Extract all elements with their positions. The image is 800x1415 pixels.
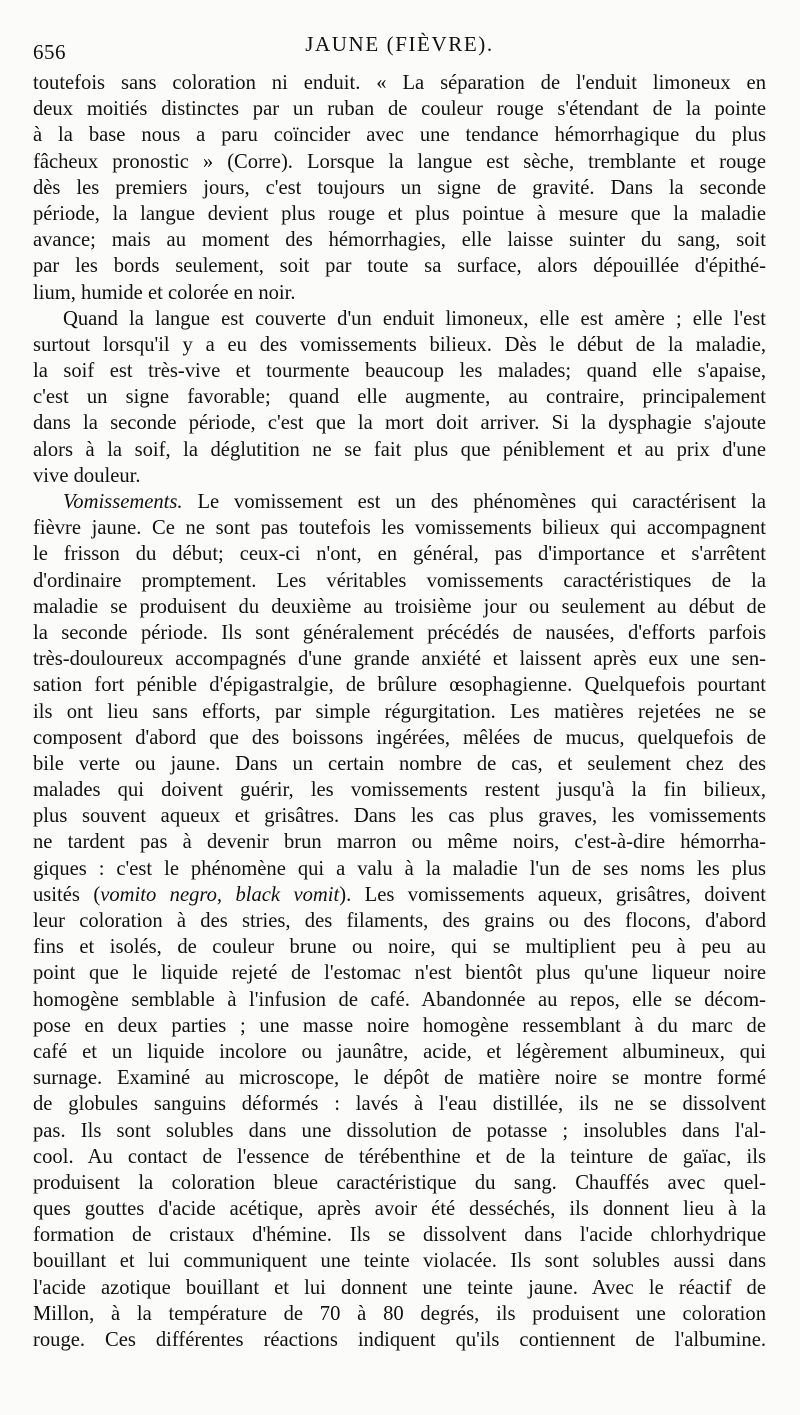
line-text: Le vomissement est un des phénomènes qui caractérisent la — [182, 491, 766, 513]
text-line: homogène semblable à l'infusion de café. Abandonnée au repos, elle se décom- — [33, 988, 766, 1011]
text-line: vive douleur. — [33, 464, 141, 487]
text-line: fâcheux pronostic » (Corre). Lorsque la langue est sèche, tremblante et rouge — [33, 150, 766, 173]
page-header — [33, 28, 766, 70]
text-line: ils ont lieu sans efforts, par simple régurgitation. Les matières rejetées ne se — [33, 700, 766, 723]
text-line: produisent la coloration bleue caractéristique du sang. Chauffés avec quel- — [33, 1171, 766, 1194]
text-line: bouillant et lui communiquent une teinte violacée. Ils sont solubles aussi dans — [33, 1250, 766, 1273]
text-line: le frisson du début; ceux-ci n'ont, en général, pas d'importance et s'arrêtent — [33, 543, 766, 566]
text-line: cool. Au contact de l'essence de térébenthine et de la teinture de gaïac, ils — [33, 1145, 766, 1168]
text-line: fièvre jaune. Ce ne sont pas toutefois les vomissements bilieux qui accompagnent — [33, 517, 766, 540]
text-line: Millon, à la température de 70 à 80 degrés, ils produisent une coloration — [33, 1302, 766, 1325]
text-line: d'ordinaire promptement. Les véritables vomissements caractéristiques de la — [33, 569, 766, 592]
text-line: alors à la soif, la déglutition ne se fait plus que péniblement et au prix d'une — [33, 438, 766, 461]
text-line: avance; mais au moment des hémorrhagies, elle laisse suinter du sang, soit — [33, 229, 766, 252]
text-line: surnage. Examiné au microscope, le dépôt de matière noire se montre formé — [33, 1067, 766, 1090]
text-line: rouge. Ces différentes réactions indiquent qu'ils contiennent de l'albumine. — [33, 1329, 766, 1351]
text-line: formation de cristaux d'hémine. Ils se dissolvent dans l'acide chlorhydrique — [33, 1224, 766, 1247]
text-line: de globules sanguins déformés : lavés à l'eau distillée, ils ne se dissolvent — [33, 1093, 766, 1116]
text-line — [33, 882, 766, 908]
text-line: dès les premiers jours, c'est toujours un signe de gravité. Dans la seconde — [33, 176, 766, 199]
text-line: sation fort pénible d'épigastralgie, de brûlure œsophagienne. Quelquefois pourtant — [33, 674, 766, 697]
text-line — [33, 489, 766, 515]
text-line: l'acide azotique bouillant et lui donnent une teinte jaune. Avec le réactif de — [33, 1276, 766, 1299]
text-line: période, la langue devient plus rouge et plus pointue à mesure que la maladie — [33, 202, 766, 225]
text-line: pas. Ils sont solubles dans une dissolution de potasse ; insolubles dans l'al- — [33, 1119, 766, 1142]
text-line: surtout lorsqu'il y a eu des vomissements bilieux. Dès le début de la maladie, — [33, 333, 766, 356]
italic-heading: Vomissements. — [63, 491, 183, 513]
page-number: 656 — [33, 40, 66, 64]
text-line: deux moitiés distinctes par un ruban de couleur rouge s'étendant de la pointe — [33, 98, 766, 121]
text-line: lium, humide et colorée en noir. — [33, 281, 296, 304]
text-line: giques : c'est le phénomène qui a valu à la maladie l'un de ses noms les plus — [33, 857, 766, 880]
italic-term: vomito negro, black vomit — [100, 883, 340, 906]
text-line: malades qui doivent guérir, les vomissements restent jusqu'à la fin bilieux, — [33, 779, 766, 802]
text-line: toutefois sans coloration ni enduit. « La séparation de l'enduit limoneux en — [33, 72, 766, 94]
text-line: point que le liquide rejeté de l'estomac n'est bientôt plus qu'une liqueur noire — [33, 962, 766, 985]
text-line: la seconde période. Ils sont généralement précédés de nausées, d'efforts parfois — [33, 621, 766, 644]
text-line: maladie se produisent du deuxième au troisième jour ou seulement au début de — [33, 595, 766, 618]
text-line: pose en deux parties ; une masse noire homogène ressemblant à du marc de — [33, 1014, 766, 1037]
text-line: bile verte ou jaune. Dans un certain nombre de cas, et seulement chez des — [33, 752, 766, 775]
text-line: ne tardent pas à devenir brun marron ou même noirs, c'est-à-dire hémorrha- — [33, 831, 766, 854]
text-line: Quand la langue est couverte d'un enduit limoneux, elle est amère ; elle l'est — [63, 307, 766, 330]
text-line: fins et isolés, de couleur brune ou noire, qui se multiplient peu à peu au — [33, 936, 766, 959]
line-text: usités ( — [33, 883, 101, 906]
text-line: ques gouttes d'acide acétique, après avoir été desséchés, ils donnent lieu à la — [33, 1198, 766, 1221]
body-text — [33, 70, 766, 1353]
text-line: c'est un signe favorable; quand elle augmente, au contraire, principalement — [33, 386, 766, 409]
line-text: ). Les vomissements aqueux, grisâtres, doivent — [339, 883, 766, 906]
text-line: composent d'abord que des boissons ingérées, mêlées de mucus, quelquefois de — [33, 726, 766, 749]
text-line: plus souvent aqueux et grisâtres. Dans les cas plus graves, les vomissements — [33, 805, 766, 828]
text-line: leur coloration à des stries, des filaments, des grains ou des flocons, d'abord — [33, 910, 766, 932]
text-line: la soif est très-vive et tourmente beaucoup les malades; quand elle s'apaise, — [33, 360, 766, 383]
text-line: dans la seconde période, c'est que la mort doit arriver. Si la dysphagie s'ajoute — [33, 412, 766, 435]
text-line: à la base nous a paru coïncider avec une tendance hémorrhagique du plus — [33, 124, 766, 147]
text-line: très-douloureux accompagnés d'une grande anxiété et laissent après eux une sen- — [33, 648, 766, 671]
running-head: JAUNE (FIÈVRE). — [305, 32, 494, 56]
text-line: par les bords seulement, soit par toute sa surface, alors dépouillée d'épithé- — [33, 255, 766, 278]
text-line: café et un liquide incolore ou jaunâtre, acide, et légèrement albumineux, qui — [33, 1040, 766, 1063]
